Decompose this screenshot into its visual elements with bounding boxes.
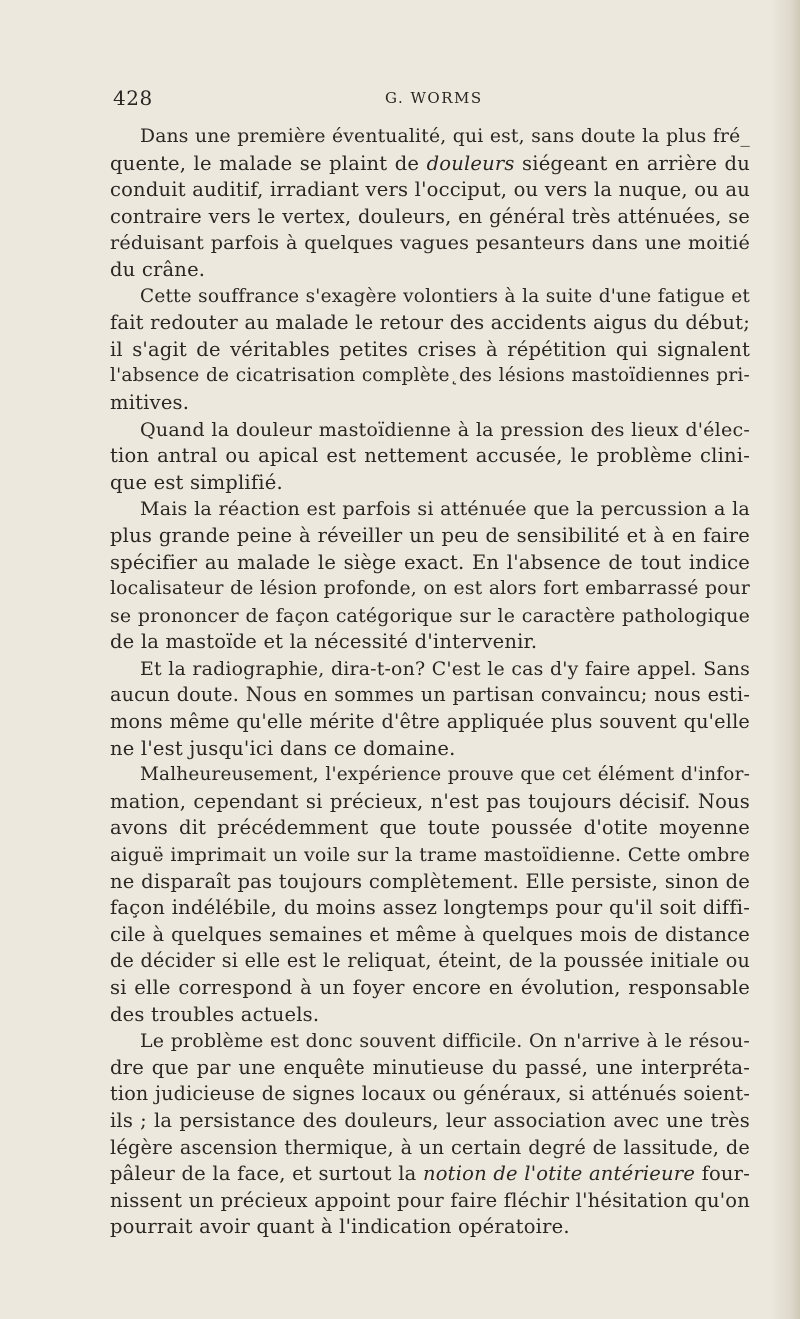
- text-line: quente, le malade se plaint de douleurs siégeant en arrière du: [110, 151, 750, 175]
- text-line: réduisant parfois à quelques vagues pesanteurs dans une moitié: [110, 231, 750, 255]
- text-line: il s'agit de véritables petites crises à répétition qui signalent: [110, 337, 750, 361]
- text-line: si elle correspond à un foyer encore en évolution, responsable: [110, 976, 750, 999]
- text-line: se prononcer de façon catégorique sur le caractère pathologique: [110, 604, 750, 627]
- text-line: contraire vers le vertex, douleurs, en général très atténuées, se: [110, 204, 750, 228]
- italic-term: douleurs: [426, 151, 515, 175]
- text-line: avons dit précédemment que toute poussée d'otite moyenne: [110, 816, 750, 840]
- text-line: aiguë imprimait un voile sur la trame mastoïdienne. Cette ombre: [110, 844, 750, 867]
- italic-term: notion de l'otite antérieure: [422, 1162, 696, 1186]
- text-line: de la mastoïde et la nécessité d'intervenir.: [110, 630, 538, 654]
- text-line: conduit auditif, irradiant vers l'occiput, ou vers la nuque, ou au: [110, 178, 750, 202]
- text-line: ne l'est jusqu'ici dans ce domaine.: [110, 736, 456, 760]
- text-line: pourrait avoir quant à l'indication opératoire.: [110, 1215, 570, 1239]
- text-line: cile à quelques semaines et même à quelques mois de distance: [110, 922, 750, 946]
- body-text: [110, 124, 750, 1241]
- text-line: Le problème est donc souvent difficile. On n'arrive à le résou-: [140, 1030, 750, 1053]
- text-line: Quand la douleur mastoïdienne à la pression des lieux d'élec-: [140, 418, 750, 441]
- text-line: du crâne.: [110, 257, 206, 281]
- text-line: Cette souffrance s'exagère volontiers à la suite d'une fatigue et: [140, 285, 750, 307]
- page-header: [113, 86, 753, 116]
- text-line: de décider si elle est le reliquat, éteint, de la poussée initiale ou: [110, 949, 750, 973]
- text-line: localisateur de lésion profonde, on est alors fort embarrassé pour: [110, 578, 750, 600]
- text-line: des troubles actuels.: [110, 1002, 320, 1026]
- running-head: G. WORMS: [385, 89, 483, 107]
- text-line: Malheureusement, l'expérience prouve que cet élément d'infor-: [140, 764, 750, 786]
- text-line: Et la radiographie, dira-t-on? C'est le cas d'y faire appel. Sans: [140, 657, 750, 680]
- text-line: plus grande peine à réveiller un peu de sensibilité et à en faire: [110, 523, 750, 547]
- text-line: ils ; la persistance des douleurs, leur association avec une très: [110, 1108, 750, 1132]
- text-line: Mais la réaction est parfois si atténuée que la percussion a la: [140, 498, 750, 521]
- text-line: ne disparaît pas toujours complètement. Elle persiste, sinon de: [110, 869, 750, 893]
- text-line: légère ascension thermique, à un certain degré de lassitude, de: [110, 1135, 750, 1159]
- text-line: mons même qu'elle mérite d'être appliquée plus souvent qu'elle: [110, 710, 750, 734]
- text-line: spécifier au malade le siège exact. En l'absence de tout indice: [110, 550, 750, 574]
- text-line: nissent un précieux appoint pour faire fléchir l'hésitation qu'on: [110, 1188, 750, 1212]
- text-line: pâleur de la face, et surtout la notion de l'otite antérieure four-: [110, 1162, 750, 1186]
- text-line: mation, cependant si précieux, n'est pas toujours décisif. Nous: [110, 789, 750, 813]
- text-line: fait redouter au malade le retour des accidents aigus du début;: [110, 311, 750, 335]
- text-line: dre que par une enquête minutieuse du passé, une interpréta-: [110, 1055, 750, 1079]
- page-number: 428: [113, 86, 153, 110]
- text-line: Dans une première éventualité, qui est, sans doute la plus fré_: [140, 126, 750, 147]
- text-line: mitives.: [110, 390, 190, 414]
- text-line: aucun doute. Nous en sommes un partisan convaincu; nous esti-: [110, 683, 750, 707]
- text-line: tion judicieuse de signes locaux ou généraux, si atténués soient-: [110, 1082, 750, 1106]
- text-line: l'absence de cicatrisation complète˛des lésions mastoïdiennes pri-: [110, 365, 750, 387]
- text-line: tion antral ou apical est nettement accusée, le problème clini-: [110, 444, 750, 468]
- text-line: que est simplifié.: [110, 470, 283, 494]
- text-line: façon indélébile, du moins assez longtemps pour qu'il soit diffi-: [110, 896, 750, 920]
